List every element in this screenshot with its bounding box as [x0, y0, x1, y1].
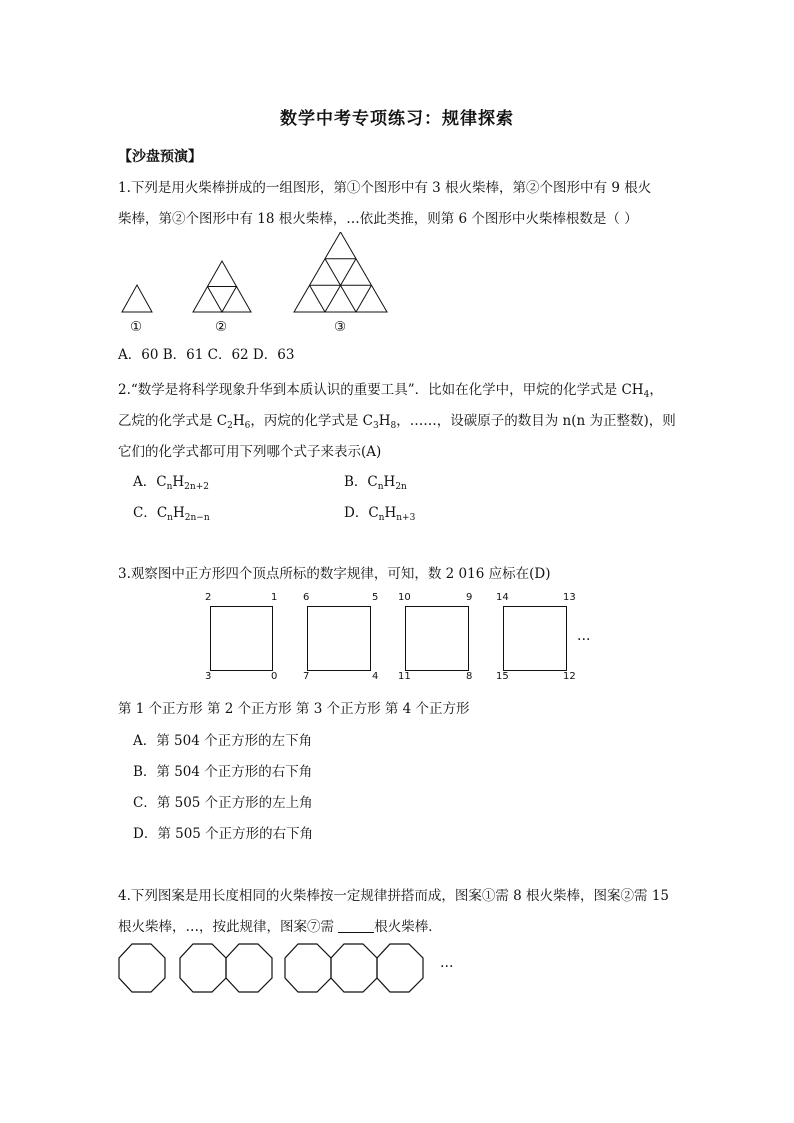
q2-option-a: A．$C_nH_{2n+2}$ [133, 474, 209, 492]
q3-option-c: C．第 505 个正方形的左上角 [133, 795, 313, 811]
square-1-tl: 2 [205, 592, 212, 603]
q3-option-d: D．第 505 个正方形的右下角 [133, 826, 314, 842]
octagon-1-1 [119, 944, 165, 992]
q3-line1: 3.观察图中正方形四个顶点所标的数字规律，可知，数 2 016 应标在(D) [118, 566, 551, 582]
square-2-tr: 5 [372, 592, 379, 603]
q2-line3: 它们的化学式都可用下列哪个式子来表示(A) [118, 444, 382, 460]
figure-label-1: ① [130, 319, 143, 335]
q3-captions: 第 1 个正方形 第 2 个正方形 第 3 个正方形 第 4 个正方形 [118, 701, 470, 717]
square-1-br: 0 [271, 671, 278, 682]
square-3 [405, 606, 469, 671]
square-1-tr: 1 [271, 592, 278, 603]
q3-ellipsis: … [577, 628, 591, 644]
square-4-tr: 13 [563, 592, 576, 603]
square-3-tl: 10 [398, 592, 411, 603]
q4-ellipsis: … [440, 955, 454, 971]
square-1-bl: 3 [205, 671, 212, 682]
square-2-bl: 7 [303, 671, 310, 682]
triangle-figure-2 [193, 261, 251, 312]
page-title: 数学中考专项练习：规律探索 [280, 109, 514, 129]
q3-option-b: B．第 504 个正方形的右下角 [133, 764, 313, 780]
octagon-3-1 [285, 944, 331, 992]
square-4 [503, 606, 567, 671]
q4-line1: 4.下列图案是用长度相同的火柴棒按一定规律拼搭而成，图案①需 8 根火柴棒，图案②需 15 [118, 888, 670, 904]
q4-line2: 根火柴棒，…，按此规律，图案⑦需 根火柴棒． [118, 919, 442, 935]
octagon-3-3 [377, 944, 423, 992]
q3-option-a: A．第 504 个正方形的左下角 [133, 733, 313, 749]
q2-option-d: D．$C_nH_{n+3}$ [344, 505, 416, 523]
q4-octagon-figures [118, 942, 448, 998]
q1-line2: 柴棒，第②个图形中有 18 根火柴棒，…依此类推，则第 6 个图形中火柴棒根数是（ ） [118, 211, 638, 227]
q2-option-c: C．$C_nH_{2n-n}$ [133, 505, 210, 523]
octagon-2-1 [180, 944, 226, 992]
q2-line1: 2.“数学是将科学现象升华到本质认识的重要工具”．比如在化学中，甲烷的化学式是 $CH_4$， [118, 382, 663, 400]
square-3-bl: 11 [398, 671, 411, 682]
square-4-tl: 14 [496, 592, 509, 603]
square-2-tl: 6 [303, 592, 310, 603]
q2-line2: 乙烷的化学式是 $C_2H_6$，丙烷的化学式是 $C_3H_8$，……，设碳原子的数目为 n(n 为正整数)，则 [118, 413, 676, 431]
square-4-bl: 15 [496, 671, 509, 682]
q1-triangle-figures [118, 232, 393, 336]
octagon-2-2 [226, 944, 272, 992]
square-3-br: 8 [466, 671, 473, 682]
q1-options: A．60 B．61 C．62 D．63 [118, 347, 295, 363]
square-3-tr: 9 [466, 592, 473, 603]
figure-label-2: ② [215, 319, 228, 335]
answer-blank [338, 920, 374, 933]
q1-line1: 1.下列是用火柴棒拼成的一组图形，第①个图形中有 3 根火柴棒，第②个图形中有 9 根火 [118, 180, 652, 196]
square-1 [210, 606, 273, 671]
square-2-br: 4 [372, 671, 379, 682]
section-heading: 【沙盘预演】 [118, 149, 202, 165]
octagon-3-2 [331, 944, 377, 992]
q2-option-b: B．$C_nH_{2n}$ [344, 474, 407, 492]
square-4-br: 12 [563, 671, 576, 682]
figure-label-3: ③ [334, 319, 347, 335]
triangle-figure-3 [294, 232, 387, 312]
triangle-figure-1 [122, 285, 152, 312]
square-2 [307, 606, 371, 671]
